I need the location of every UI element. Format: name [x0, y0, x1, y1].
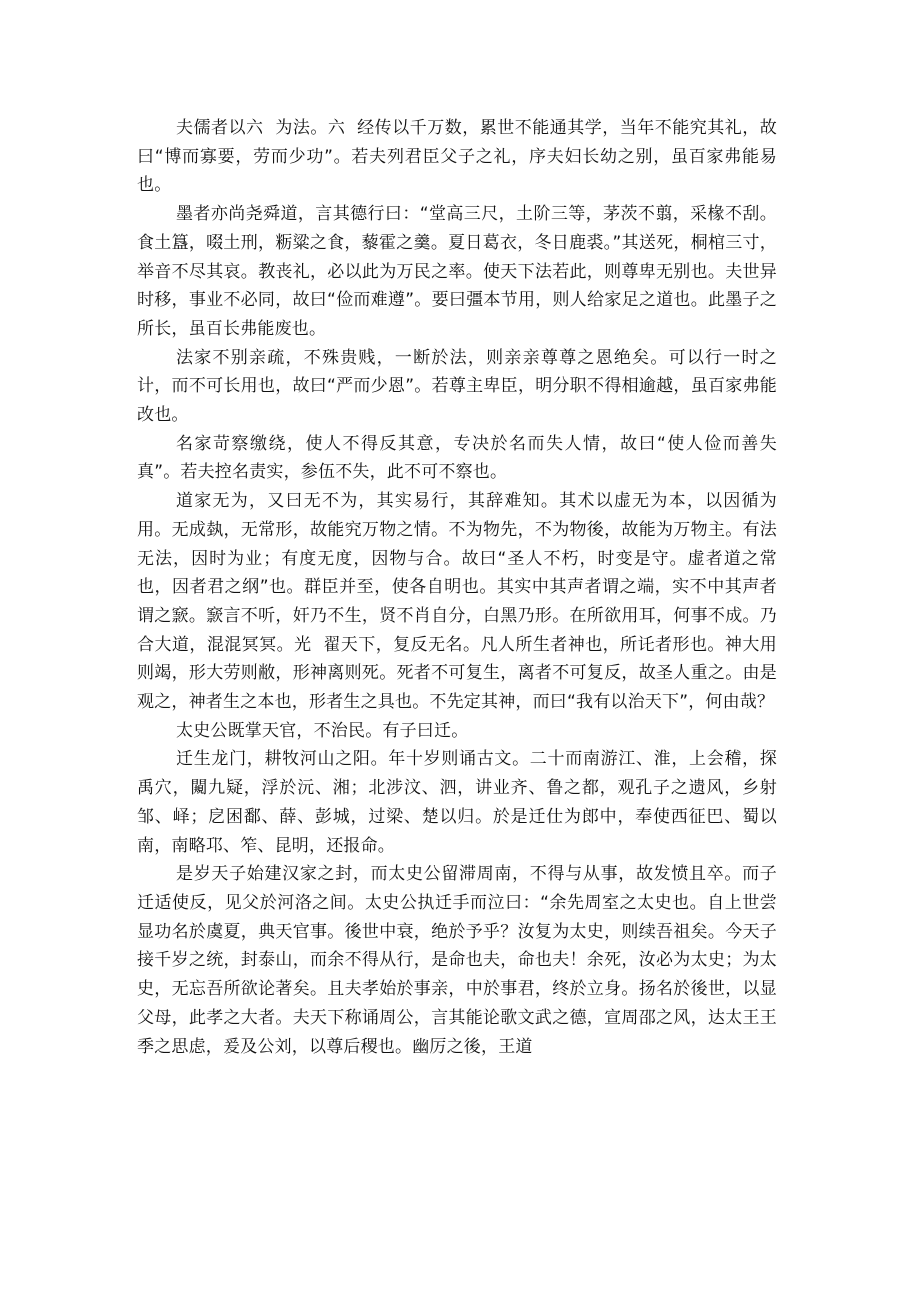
- paragraph-father-last-words: 是岁天子始建汉家之封，而太史公留滞周南，不得与从事，故发愤且卒。而子迁适使反，见父於河洛之间。太史公执迁手而泣曰：“余先周室之太史也。自上世尝显功名於虞夏，典天官事。後世中衰，绝於予乎？汝复为太史，则续吾祖矣。今天子接千岁之统，封泰山，而余不得从行，是命也夫，命也夫！余死，汝必为太史；为太史，无忘吾所欲论著矣。且夫孝始於事亲，中於事君，终於立身。扬名於後世，以显父母，此孝之大者。夫天下称诵周公，言其能论歌文武之德，宣周邵之风，达太王王季之思虑，爰及公刘，以尊后稷也。幽厉之後，王道: [137, 864, 777, 1057]
- paragraph-grand-historian: 太史公既掌天官，不治民。有子曰迁。: [176, 720, 469, 741]
- document-body: [137, 114, 777, 1061]
- paragraph-confucian: 夫儒者以六 为法。六 经传以千万数，累世不能通其学，当年不能究其礼，故曰“博而寡要，劳而少功”。若夫列君臣父子之礼，序夫妇长幼之别，虽百家弗能易也。: [137, 118, 777, 196]
- paragraph-school-of-names: 名家苛察缴绕，使人不得反其意，专决於名而失人情，故曰“使人俭而善失真”。若夫控名责实，参伍不失，此不可不察也。: [137, 433, 777, 483]
- paragraph-qian-travels: 迁生龙门，耕牧河山之阳。年十岁则诵古文。二十而南游江、淮，上会稽，探禹穴，闚九疑，浮於沅、湘；北涉汶、泗，讲业齐、鲁之都，观孔子之遗风，乡射邹、峄；戹困鄱、薛、彭城，过梁、楚以归。於是迁仕为郎中，奉使西征巴、蜀以南，南略邛、笮、昆明，还报命。: [137, 749, 777, 856]
- paragraph-daoist: 道家无为，又曰无不为，其实易行，其辞难知。其术以虚无为本，以因循为用。无成埶，无常形，故能究万物之情。不为物先，不为物後，故能为万物主。有法无法，因时为业；有度无度，因物与合。故曰“圣人不朽，时变是守。虚者道之常也，因者君之纲”也。群臣并至，使各自明也。其实中其声者谓之端，实不中其声者谓之窾。窾言不听，奸乃不生，贤不肖自分，白黑乃形。在所欲用耳，何事不成。乃合大道，混混冥冥。光 翟天下，复反无名。凡人所生者神也，所讬者形也。神大用则竭，形大劳则敝，形神离则死。死者不可复生，离者不可复反，故圣人重之。由是观之，神者生之本也，形者生之具也。不先定其神，而曰“我有以治天下”，何由哉？: [137, 491, 777, 713]
- paragraph-mohist: 墨者亦尚尧舜道，言其德行曰：“堂高三尺，土阶三等，茅茨不翦，采椽不刮。食土簋，啜土刑，粝粱之食，藜霍之羹。夏日葛衣，冬日鹿裘。”其送死，桐棺三寸，举音不尽其哀。教丧礼，必以此为万民之率。使天下法若此，则尊卑无别也。夫世异时移，事业不必同，故曰“俭而难遵”。要曰彊本节用，则人给家足之道也。此墨子之所长，虽百长弗能废也。: [137, 204, 777, 339]
- paragraph-legalist: 法家不别亲疏，不殊贵贱，一断於法，则亲亲尊尊之恩绝矣。可以行一时之计，而不可长用也，故曰“严而少恩”。若尊主卑臣，明分职不得相逾越，虽百家弗能改也。: [137, 347, 777, 426]
